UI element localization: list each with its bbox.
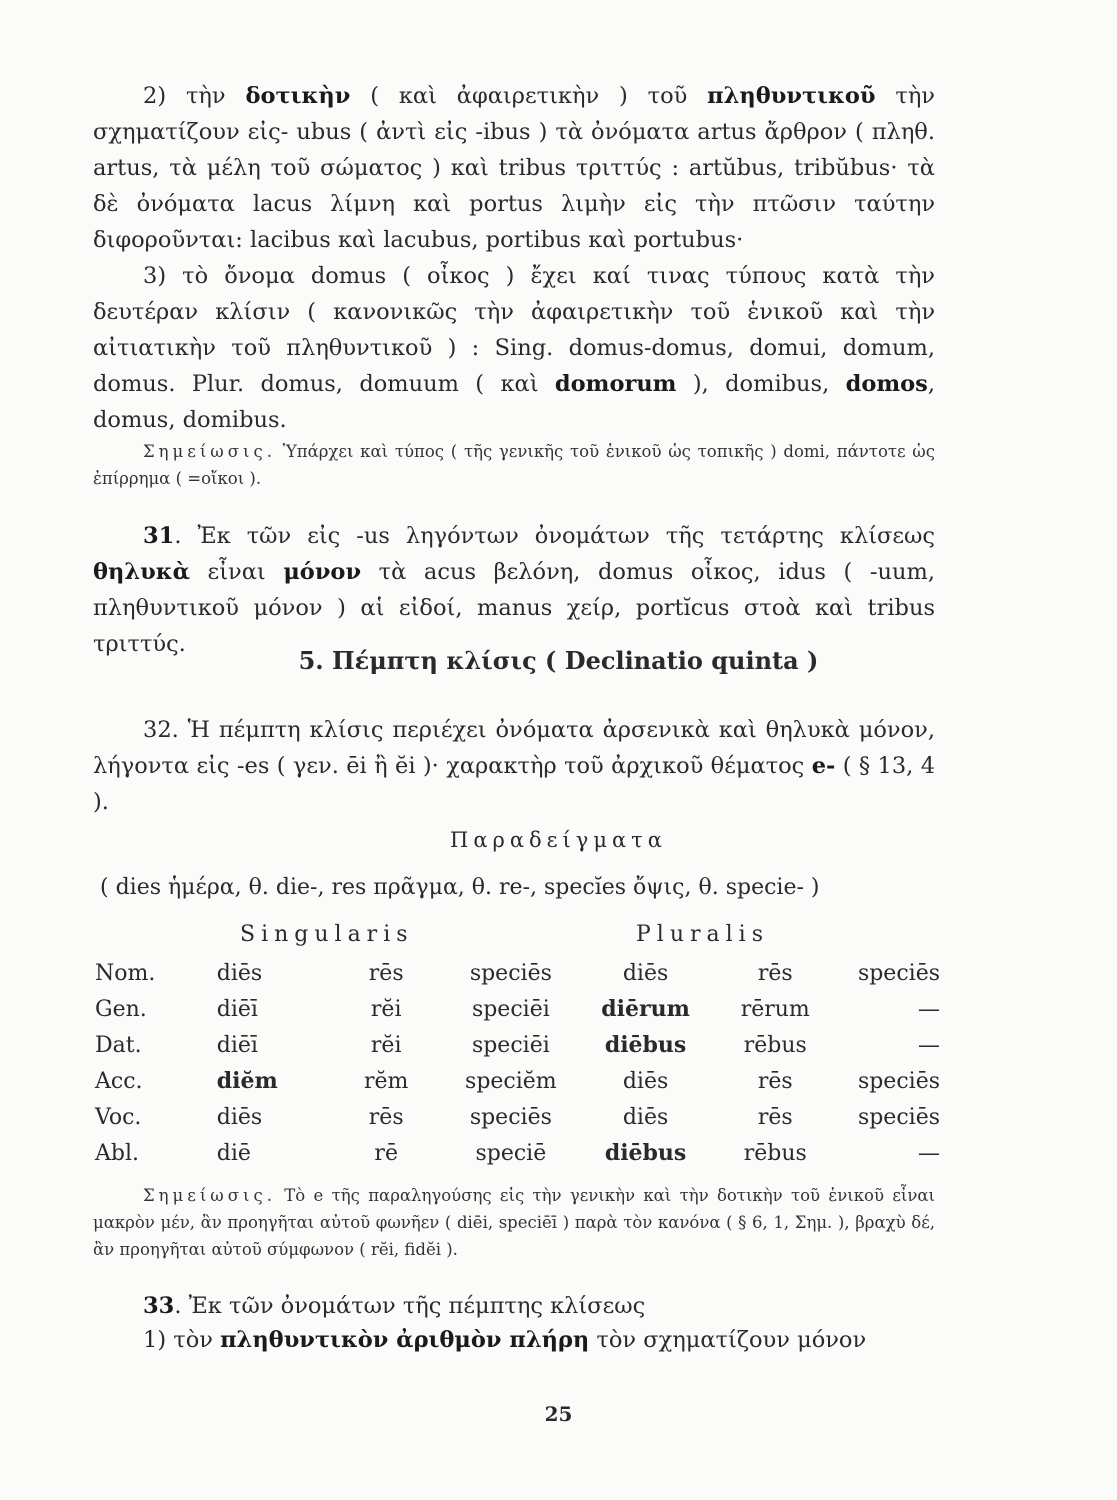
form-cell: rĕi (370, 996, 402, 1022)
bold-term: domorum (554, 371, 677, 397)
text-run: 1) τὸν (143, 1327, 221, 1353)
form-cell: diēs (622, 1104, 669, 1130)
form-cell: — (918, 996, 940, 1022)
section-number: 33 (143, 1293, 175, 1319)
text-run: 32. Ἡ πέμπτη κλίσις περιέχει ὀνόματα ἀρσενικὰ καὶ θηλυκὰ μόνον, λήγοντα εἰς -es ( γεν. ēi ἢ ĕi )· χαρακτὴρ τοῦ ἀρχικοῦ θέματος (93, 717, 935, 779)
bold-term: δοτικὴν (245, 83, 351, 109)
form-cell: speciēi (471, 1032, 550, 1058)
text-run: ( § 13, 4 ). (93, 753, 936, 815)
table-row (95, 1063, 940, 1099)
form-cell: — (918, 1140, 940, 1166)
section-number: 31 (143, 523, 175, 549)
note-label: Σημείωσις. (143, 1186, 276, 1205)
text-run: εἶναι (189, 559, 284, 585)
examples-gloss: ( dies ἡμέρα, θ. die-, res πρᾶγμα, θ. re-, specĭes ὄψις, θ. specie- ) (100, 875, 820, 900)
form-cell: diē (216, 1140, 251, 1166)
note-domi (93, 438, 935, 492)
form-cell: diēbus (604, 1032, 687, 1058)
form-cell: rĕm (364, 1068, 409, 1094)
examples-title: Παραδείγματα (450, 828, 667, 852)
paragraph-dative-plural (93, 78, 935, 258)
text-run: , domus, domibus. (93, 371, 935, 433)
declension-table (95, 955, 940, 1171)
text-run: ( καὶ ἀφαιρετικὴν ) τοῦ (350, 83, 708, 109)
note-label: Σημείωσις. (143, 442, 276, 461)
case-label: Acc. (95, 1068, 143, 1094)
text-run: 3) τὸ ὄνομα domus ( οἶκος ) ἔχει καί τινας τύπους κατὰ τὴν δευτέραν κλίσιν ( κανονικῶς τὴν ἀφαιρετικὴν τοῦ ἑνικοῦ καὶ τὴν αἰτιατικὴν τοῦ πληθυντικοῦ ) : Sing. domus-domus, domui, domum, domus. Plur. domus, domuum ( καὶ (93, 263, 935, 397)
bold-term: πληθυντικοῦ (707, 83, 876, 109)
text-run: 2) τὴν (143, 83, 246, 109)
case-label: Abl. (95, 1140, 139, 1166)
case-label: Voc. (95, 1104, 142, 1130)
section-32 (93, 712, 935, 820)
text-run: τὰ acus βελόνη, domus οἶκος, idus ( -uum, πληθυντικοῦ μόνον ) αἱ εἰδοί, manus χείρ, portĭcus στοὰ καὶ tribus τριττύς. (93, 559, 935, 657)
paragraph-domus (93, 258, 935, 438)
form-cell: speciē (475, 1140, 547, 1166)
singular-header: Singularis (240, 922, 414, 947)
form-cell: diēs (216, 1104, 263, 1130)
section-31 (93, 518, 935, 662)
form-cell: rēbus (743, 1140, 807, 1166)
form-cell: diēs (622, 1068, 669, 1094)
section-33 (93, 1288, 935, 1324)
form-cell: rēbus (743, 1032, 807, 1058)
heading-greek: 5. Πέμπτη κλίσις (298, 646, 537, 675)
form-cell: diērum (601, 996, 690, 1022)
text-run: τὸν σχηματίζουν μόνον (589, 1327, 867, 1353)
table-row (95, 1099, 940, 1135)
form-cell: speciĕm (465, 1068, 557, 1094)
case-label: Gen. (95, 996, 147, 1022)
text-run: . Ἐκ τῶν εἰς -us ληγόντων ὀνομάτων τῆς τετάρτης κλίσεως (174, 523, 935, 549)
form-cell: rērum (740, 996, 810, 1022)
form-cell: diēbus (604, 1140, 687, 1166)
form-cell: speciēi (471, 996, 550, 1022)
form-cell: diēs (622, 960, 669, 986)
note-genitive-e (93, 1182, 935, 1263)
section-33-item-1 (93, 1322, 935, 1358)
form-cell: diēī (216, 996, 258, 1022)
table-row (95, 1135, 940, 1171)
note-text: Τὸ e τῆς παραληγούσης εἰς τὴν γενικὴν καὶ τὴν δοτικὴν τοῦ ἑνικοῦ εἶναι μακρὸν μέν, ἂν προηγῆται αὐτοῦ φωνῆεν ( diēi, speciēī ) παρὰ τὸν κανόνα ( § 6, 1, Σημ. ), βραχὺ δέ, ἂν προηγῆται αὐτοῦ σύμφωνον ( rĕi, fidĕi ). (93, 1186, 935, 1259)
table-row (95, 955, 940, 991)
bold-term: domos (845, 371, 928, 397)
plural-header: Pluralis (636, 922, 770, 947)
chapter-heading (0, 646, 1117, 675)
text-run: ), domibus, (676, 371, 846, 397)
form-cell: rēs (757, 1068, 793, 1094)
text-run: . Ἐκ τῶν ὀνομάτων τῆς πέμπτης κλίσεως (174, 1293, 646, 1319)
bold-term: θηλυκὰ (93, 559, 190, 585)
bold-term: μόνον (283, 559, 362, 585)
form-cell: speciēs (469, 1104, 552, 1130)
form-cell: speciēs (469, 960, 552, 986)
form-cell: diĕm (216, 1068, 278, 1094)
form-cell: rēs (368, 960, 404, 986)
form-cell: rēs (757, 1104, 793, 1130)
form-cell: speciēs (857, 1068, 940, 1094)
page-number: 25 (544, 1402, 573, 1426)
bold-term: e- (811, 753, 836, 779)
text-run: τὴν σχηματίζουν εἰς- ubus ( ἀντὶ εἰς -ibus ) τὰ ὀνόματα artus ἄρθρον ( πληθ. artus, τὰ μέλη τοῦ σώματος ) καὶ tribus τριττύς : artŭbus, tribŭbus· τὰ δὲ ὀνόματα lacus λίμνη καὶ portus λιμὴν εἰς τὴν πτῶσιν ταύτην διφοροῦνται: lacibus καὶ lacubus, portibus καὶ portubus· (93, 83, 935, 253)
form-cell: rēs (368, 1104, 404, 1130)
case-label: Nom. (95, 960, 156, 986)
case-label: Dat. (95, 1032, 142, 1058)
heading-latin: ( Declinatio quinta ) (536, 646, 819, 675)
form-cell: diēs (216, 960, 263, 986)
table-row (95, 1027, 940, 1063)
table-row (95, 991, 940, 1027)
form-cell: speciēs (857, 1104, 940, 1130)
form-cell: diēī (216, 1032, 258, 1058)
form-cell: rĕi (370, 1032, 402, 1058)
bold-term: πληθυντικὸν ἀριθμὸν πλήρη (220, 1327, 590, 1353)
form-cell: rēs (757, 960, 793, 986)
note-text: Ὑπάρχει καὶ τύπος ( τῆς γενικῆς τοῦ ἑνικοῦ ὡς τοπικῆς ) domi, πάντοτε ὡς ἐπίρρημα ( =οἴκοι ). (93, 442, 935, 488)
form-cell: speciēs (857, 960, 940, 986)
form-cell: rē (374, 1140, 398, 1166)
form-cell: — (918, 1032, 940, 1058)
